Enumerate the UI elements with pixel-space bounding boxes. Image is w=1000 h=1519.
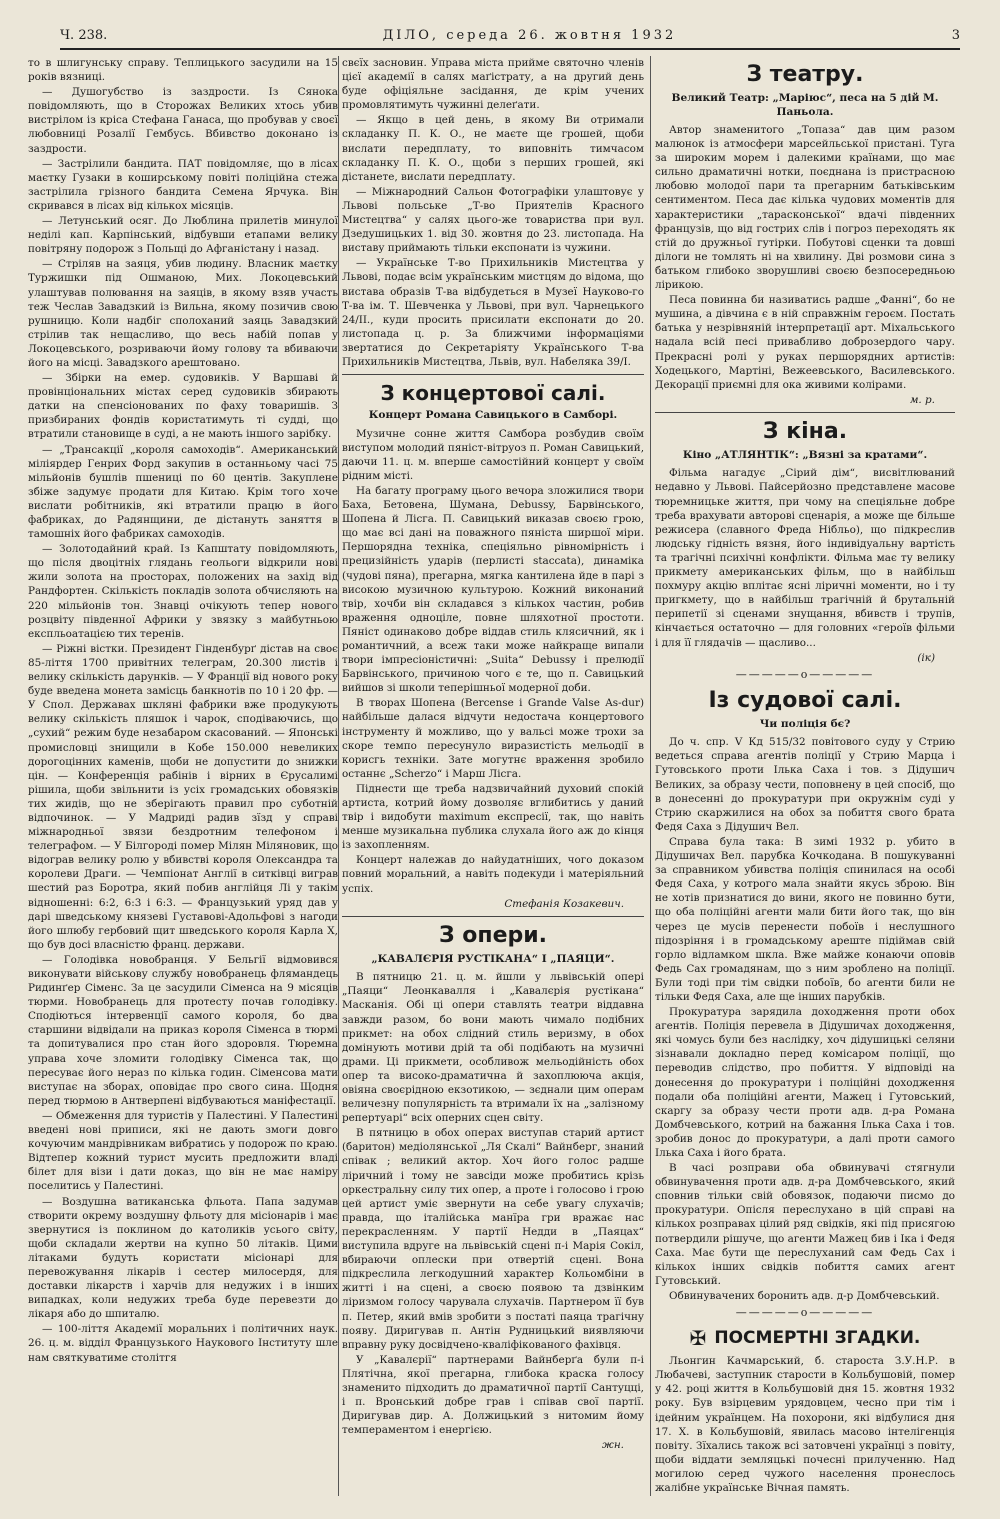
concert-signature: Стефанія Козакевич. [504,897,624,910]
newspaper-title-date: ДІЛО, середа 26. жовтня 1932 [382,27,677,43]
masthead [60,22,960,50]
concert-paragraph: Концерт належав до найудатніших, чого доказом повний моральний, а навіть подекуди і матеріяльний успіх. [342,854,644,895]
news-item: — Якщо в цей день, в якому Ви отримали складанку П. К. О., не маєте ще грошей, щоби вислати передплату, то виповніть тимчасом складанку П. К. О., щоби з перших грошей, які дістанете, вислати передплату. [342,114,644,183]
court-paragraph: Прокуратура зарядила доходження проти обох агентів. Поліція перевела в Дідушичах доходження, які чомусь були без наслідку, хоч дідушицькі селяни зізнавали докладно перед комісаром поліції, що переводив слідство, про побиття. У відповіді на донесення до прокуратури і поліційні доходження подали оба поліційні агенти, Мажец і Гутовський, скаргу за образу чести проти адв. д-ра Романа Домбчевського, котрий на бажання Ількa Саха і тов. зробив донос до прокуратури, а далі проти самого Ількa Саха і його брата. [655,1006,955,1159]
obituary-paragraph: Льонгин Качмарський, б. староста З.У.Н.Р. в Любачеві, заступник старости в Кольбушовій, помер у 42. році життя в Кольбушовій дня 15. жовтня 1932 року. Був взірцевим урядовцем, чесно при тім і ідейним українцем. На похорони, які відбулися дня 17. Х. в Кольбушовій, явилась масово інтелігенція повіту. Зїхались також всі затовчені українці з повіту, щоби віддати земляцькі почесні прилученню. Над могилою серед чужого населення пронеслось жалібне українське Вічная память. [655,1355,955,1494]
cinema-paragraph: Фільма нагадує „Сірий дім“, висвітлюваний недавно у Львові. Пайсерйозно представлене масове тюремницьке життя, при чому на спеціяльне добре треба врахувати авторові сценарія, а може ще більше режисера (славного Фреда Нібльо), що підкреслив людську гідність вязня, його індивідуальну вартість та трагічні психічні конфлікти. Фільма має ту велику прикмету американських фільм, що в найбільш похмуру акцію вплітає ясні ліричні моменти, но і ту пригкмету, що в найбільш трагічній й брутальній перипетії зі сценами знущання, вбивств і трупів, кінчається остаточно — для головних «героїв фільми і для її глядачів — щасливо... [655,467,955,649]
theatre-subheading: Великий Театр: „Маріюс“, пеcа на 5 дій М. Паньола. [671,92,939,118]
opera-paragraph: В пятницю 21. ц. м. йшли у львівській опері „Паяци“ Леонкавалля і „Кавалєрія рустікана“ Масканія. Обі ці опери ставлять театри віддавна завжди разом, бо вони мають чимало подібних прикмет: на обох слідний стиль веризму, в обох домінують мотиви дрій та обі подібають на музичні драми. Ці прикмети, особливож мельодійність обох опер та високо-драматична й захоплююча акція, овіяна своєрідною екзотикою, — зєднали цим операм величезну популярність та втримали їх на „залізному репертуарі“ всіх оперних сцен світу. [342,971,644,1125]
news-item: — 100-ліття Академії моральних і політичних наук. 26. ц. м. відділ Французького Наукового Інституту шле нам святкуватиме столітгя [28,1323,338,1364]
court-subheading: Чи поліція бє? [759,717,851,730]
opera-heading: З опери. [438,922,548,948]
column-arts [342,56,644,1496]
news-item: — Летунський осяг. До Люблина прилетів минулої неділі кап. Карпінський, відбувши етапами велику повітряну подорож з Польщі до Афганістану і назад. [28,215,338,256]
opera-signature: жн. [602,1439,624,1452]
concert-paragraph: Піднести ще треба надзвичайний духовий спокій артиста, котрий йому дозволяє вглибитись у даний твір і видобути maximum експресії, так, що навіть менше музикальна публика слухала його аж до кінця із захопленням. [342,782,644,852]
theatre-heading: З театру. [746,62,864,87]
court-heading: Із судової салі. [708,687,902,713]
news-item: — „Трансакції „короля самоходів“. Американський міліярдер Генрих Форд закупив в останньому часі 75 мільйонів бушлів пшениці по 60 центів. Закуплене збіже задумує продати для Китаю. Крім того хоче вислати робітників, які втратили працю в його фабриках, до Радянщини, де дістануть заняття в тамошніх його фабриках самоходів. [28,443,338,541]
cross-icon: ✠ [689,1326,707,1351]
concert-paragraph: Музичне сонне життя Самбора розбудив своїм виступом молодий пяніст-вітруоз п. Роман Савицький, даючи 11. ц. м. вперше самостійний концерт у своїм рідним місті. [342,427,644,482]
cinema-signature: (ік) [917,651,935,664]
news-item: — Стріляв на заяця, убив людину. Власник маєтку Туржишки під Ошманою, Мих. Локоцевський улаштував полювання на заяців, в якому взяв участь теж Чеслав Завадзкий із Вильна, якому позичив свою рушницю. Коли надбіг сполоханий заяць Завадзкий стрілив так нещасливо, що весь набій попав у Локоцевського, розриваючи йому голову та вбиваючи його на місці. Завадзкого арештовано. [28,258,338,369]
news-item: — Обмеження для туристів у Палестині. У Палестині введені нові приписи, які не дають змоги довго кочуючим мандрівникам вибратись у подорож по краю. Відтепер кожний турист мусить предложити владі білет для візи і дати доказ, що він не має наміру поселитись у Палестині. [28,1109,338,1193]
opera-paragraph: У „Кавалєрії“ партнерами Вайнберґа були п-і Плятічна, якої прегарна, глибока краска голосу знаменито підходить до драматичної партії Сантуцці, і п. Вронський добре грав і співав свої партії. Диригував дир. А. Должицький з нитомим йому темпераментом і енергією. [342,1353,644,1437]
opera-subheading: „КАВАЛЄРІЯ РУСТІКАНА“ І „ПАЯЦИ“. [371,952,615,965]
obituary-heading [655,1326,955,1350]
cinema-subheading: Кіно „АТЛЯНТІК“: „Вязні за кратами“. [682,448,928,461]
news-item: то в шлигунську справу. Теплицького засудили на 15 років вязниці. [28,57,338,84]
court-paragraph: В часі розправи оба обвинувачі стягнули обвинувачення проти адв. д-ра Домбчевського, який сповнив тільки свій обовязок, подаючи писмо до прокуратури. Опісля переслухано в цій справі на кількох розправах цілий ряд свідків, які під присягою потвердили рішуче, що агенти Мажец бив і Ікa і Федя Саха. Має бути ще переслуханий сам Федь Сах і кількох інших свідків побиття самих агент Гутовський. [655,1162,955,1287]
concert-paragraph: В творах Шопена (Bercense і Grande Valse As-dur) найбільше далася відчути недостача концертового інструменту й можливо, що у вальсі може трохи за скоре темпо пересунуло виразистість мельодії в корисгь техніки. Зате могутнє враження зробило останнє „Scherzo“ і Марш Лісга. [342,697,644,780]
theatre-paragraph: Автор знаменитого „Топаза“ дав цим разом малюнок із атмосфери марсейльської пристані. Туга за широким морем і далекими країнами, що має сильно драматичні нотки, поєднана із пристрасною любовю молодої пари та прегарним батьківським сентиментом. Песа дає кілька чудових моментів для характеристики „тарасконської“ вдачі південних французів, що від гострих слів і погроз переходять як стій до дружньої гутірки. Побутові сценки та довші ділоги не томлять ні на хвилину. Дві розмови сина з батьком глибоко зворушливі своєю безпосередньою лірикою. [655,124,955,292]
news-item: — Голодівка новобранця. У Бельгії відмовився виконувати військову службу новобранець флямандець Ридинґер Сіменс. За це засудили Сіменса на 9 місяців тюрми. Новобранець для протесту почав голодівку. Сподіються інтервенції самого короля, бо два старшини відвідали на приказ короля Сіменса в тюрмі та допитувалися про стан його здоровля. Тюремна управа хоче зломити голодівку Сіменса так, що пересуває його нераз по кілька годин. Сіменсова мати виступає на зборах, оповідає про свого сина. Щодня перед тюрмою в Антверпені відбуваються маніфестації. [28,953,338,1107]
column-rule [338,56,339,1496]
news-item: — Збірки на емер. судовиків. У Варшаві й провінціональних містах серед судовиків збирають датки на спенсіонованих по фаху товаришів. З призбираних фондів користатимуть ті судді, що втратили становище в суді, а не мають іншого зарібку. [28,372,338,441]
column-reviews [655,56,955,1496]
concert-paragraph: На багату програму цього вечора зложилися твори Баха, Бетовена, Шумана, Debussy, Барвінського, Шопена й Лісга. П. Савицький виказав своєю грою, що має всі дані на поважного пяніста ширшої міри. Першорядна техніка, спеціяльно рівномірність і прецизійність ударів (перлисті staccata), динаміка (чудові пяна), прегарна, мягка кантилена йде в парі з високою музичною культурою. Кожний виконаний твір, хочби він складався з кількох частин, робив враження одноціле, повне шляхотної простоти. Пяніст одинаково добре віддав стиль клясичний, як і романтичний, а всеж таки може найкраще випали твори імпресіоністичні: „Suita“ Debussy і прелюдії Барвінського, причиною чого є те, що п. Савицький вийшов зі школи теперішньої модерної доби. [342,484,644,695]
theatre-paragraph: Песа повинна би називатись радше „Фанні“, бо не мушина, а дівчина є в ній справжнім героєм. Постать батька у незрівняній інтерпретації арт. Міхальського надала всій песі привабливо доброзердого чару. Прекрасні ролі у руках першорядних артистів: Ходецького, Мартіні, Вежеевського, Василевського. Декорації приємні для ока живими колірами. [655,294,955,391]
concert-heading: З концертової салі. [380,381,606,406]
cinema-heading: З кіна. [762,418,848,444]
page-number-right: 3 [951,27,960,43]
opera-paragraph: В пятницю в обох операх виступав старий артист (баритон) медіолянської „Ля Скалі“ Вайнберг, знаний співак ; великий актор. Хоч його голос радше ліричний і тому не завсіди може пробитись крізь оркестральну силу тих опер, а проте і голосово і грою цей артист уміє звернути на себе увагу слухачів; правда, що італійська манїра гри вражає нас перекрасленням. У партії Недди в „Паяцах“ виступила вдруге на львівській сцені п-і Марія Сокіл, вбираючи оплески при отвертій сцені. Вона підкреслила легкодушний характер Кольомбіни в житті і на сцені, а своєю появою та дзвінким ліризмом голосу чарувала слухачів. Партнером її був п. Петер, який вмів зробити з постаті паяца трагічну появу. Диригував п. Антін Рудницький виявляючи вправну руку досвідчено-кваліфікованого фахівця. [342,1127,644,1351]
news-item: — Міжнародний Сальон Фотографіки улаштовує у Львові польське „Т-во Приятелів Красного Мистецтва“ у салях цього-же товариства при вул. Дзедушицьких 1. від 30. жовтня до 23. листопада. На виставу приймають тільки експонати із чужини. [342,185,644,255]
theatre-signature: м. р. [909,393,935,406]
ornament-divider: —————o————— [735,1306,875,1320]
divider [342,916,644,917]
news-item: — Ріжні вістки. Президент Гінденбурґ дістав на своє 85-ліття 1700 привітних телеграм, 20.300 листів і велику скількість дарунків. — У Франції від нового року буде введена монета замісць банкнотів по 10 і 20 фр. — У Спол. Державах шкляні фабрики вже продукують велику скількість пляшок і чарок, сподіваючись, що „сухий“ режим буде незабаром скасований. — Японські промисловці знищили в Кобе 150.000 невеликих дорогоцінних каменів, щоби не допустити до знижки цін. — Конференція рабінів і вірних в Єрусалимі рішила, щоби звільнити із усіх громадських обовязків тих жидів, що не зберігають правил про суботній відпочинок. — У Мадриді радив зїзд у справі міжнародньої звязи бездротним телефоном і телеграфом. — У Білгороді помер Мілян Міляновик, що відограв велику ролю у вбивстві короля Олександра та королеви Драги. — Чемпіонат Англії в ситківці виграв шестий раз Боротра, який побив англійця Лі у такім відношенні: 6:2, 6:3 і 6:3. — Французький уряд дав у дарі шведському князеві Густавові-Адольфові з нагоди його шлюбу гербовий щит шведського короля Карла Х, що був досі власністю франц. держави. [28,642,338,951]
page-number-left: Ч. 238. [60,27,108,43]
column-rule [650,56,651,1496]
news-item: — Душогубство із заздрости. Із Сянока повідомляють, що в Сторожах Великих хтось убив вистрілом із кріса Стефана Ганаса, що пробував у своєї любовниці Розалії Гембусь. Вбивство доконано із заздрости. [28,86,338,155]
court-paragraph: Обвинувачених боронить адв. д-р Домбчевський. [669,1289,940,1302]
ornament-divider: —————o————— [735,667,875,681]
news-item: — Українське Т-во Прихильників Мистецтва у Львові, подає всім українським мистцям до відома, що виставa образів Т-ва відбудеться в Музеї Науково-го Т-ва ім. Т. Шевченка у Львові, при вул. Чарнецького 24/II., куди просить присилати експонати до 20. листопада ц. р. За ближчими інформаціями звертатися до Секретаріяту Українського Т-ва Прихильників Мистецтва, Львів, вул. Набеляка 39/I. [342,257,644,368]
court-paragraph: Справа була така: В зимі 1932 р. убито в Дідушичах Вел. парубка Кочкодана. В пошукуванні за справником убивства поліція спинилася на особі Федя Саха, у котрого мала знайти якусь зброю. Він не хотів признатися до вини, якого не повинно бути, що оба поліційні агенти мали бити його так, що він через це мусів перенести побоїв і неслушного підозріння і в громадському ареште підіймав свій горло відламком шкла. Вже майже конаючи оповів Федь Сах громадянам, що з ним зроблено на поліції. Були тоді при тім свідки побоїв, бо агенти били не тільки Федя Саха, але ще інших парубків. [655,835,955,1003]
column-news [28,56,338,1496]
divider [342,374,644,375]
concert-subheading: Концерт Романа Савицького в Самборі. [368,409,618,422]
court-paragraph: До ч. спр. V Кд 515/32 повітового суду у Стрию ведеться справа агентів поліції у Стрию Марца і Гутовського проти Ількa Саха і тов. з Дідушич Великих, за образу чести, поповнену в цей спосіб, що в донесенні до прокуратури при окружнім суді у Стрию скаржилися на обох за побиття свого брата Федя Саха з Дідушич Вел. [655,736,955,833]
news-item: свєїх засновин. Управа міста прийме святочно членів цієї академії в салях маґістрату, а на другий день буде офіціяльне засідання, де крім учених промовлятимуть чужинні делеґати. [342,57,644,112]
divider [655,412,955,413]
news-item: — Воздушна ватиканська фльота. Папа задумав створити окрему воздушну фльоту для місіонарів і має звернутися із поклином до католиків усього світу, щоби складали жертви на купно 50 літаків. Цими літаками будуть користати місіонарі для перевожування лікарів і сестер милосердя, для доставки лікарств і харчів для недужих і в інших випадках, коли недужих треба буде перевезти до лікаря або до шпиталю. [28,1195,338,1321]
obituary-title: ПОСМЕРТНІ ЗГАДКИ. [714,1328,921,1349]
news-item: — Застрілили бандита. ПАТ повідомляє, що в лісах маєтку Гузаки в коширському повіті поліційна стежа застрілила грізного бандита Семена Ярчука. Він скривався в лісах від кількох місяців. [28,157,338,212]
news-item: — Золотодайний край. Із Капштату повідомляють, що після двоцітніх глядань геольоги відкрили нові жили золота на просторах, положених на захід від Рандфортен. Скількість покладів золота обчисляють на 220 мільйонів тон. Знавці очікують тепер нового розцвіту південної Африки у звязку з майбутньою експльоатацією тих теренів. [28,543,338,640]
